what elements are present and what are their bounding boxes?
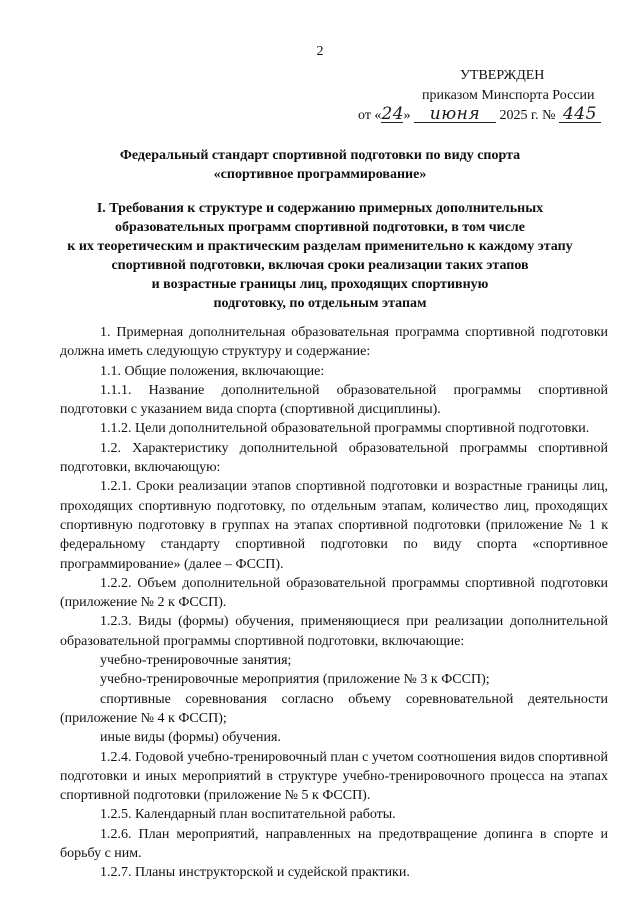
page-number: 2 bbox=[316, 44, 324, 59]
paragraph: учебно-тренировочные мероприятия (приложение № 3 к ФССП); bbox=[100, 672, 490, 688]
document-body bbox=[60, 323, 608, 883]
paragraph: спортивные соревнования согласно объему соревновательной деятельности (приложение № 4 к ФССП); bbox=[60, 691, 608, 726]
approval-order: приказом Минспорта России bbox=[422, 88, 595, 103]
paragraph: 1.1. Общие положения, включающие: bbox=[100, 363, 325, 379]
date-mid: » bbox=[403, 108, 411, 123]
paragraph: 1.1.1. Название дополнительной образовательной программы спортивной подготовки с указанием вида спорта (спортивной дисциплины). bbox=[60, 382, 608, 418]
date-prefix: от « bbox=[358, 108, 382, 123]
paragraph: 1.2.6. План мероприятий, направленных на предотвращение допинга в спорте и борьбу с ним. bbox=[60, 826, 608, 862]
paragraph: 1.1.2. Цели дополнительной образовательной программы спортивной подготовки. bbox=[100, 421, 590, 437]
approval-block bbox=[358, 66, 610, 126]
handwritten-month: июня bbox=[414, 106, 496, 123]
title-line: «спортивное программирование» bbox=[213, 167, 427, 182]
paragraph: 1. Примерная дополнительная образовательная программа спортивной подготовки должна иметь следующую структуру и содержание: bbox=[60, 325, 608, 360]
paragraph: 1.2. Характеристику дополнительной образовательной программы спортивной подготовки, включающую: bbox=[60, 440, 608, 476]
section-heading bbox=[0, 199, 640, 313]
handwritten-day: 24 bbox=[381, 104, 405, 124]
paragraph: 1.2.5. Календарный план воспитательной работы. bbox=[100, 807, 396, 823]
paragraph: иные виды (формы) обучения. bbox=[100, 730, 281, 746]
section-heading-line: спортивной подготовки, включая сроки реализации таких этапов bbox=[111, 258, 529, 273]
date-year: 2025 г. № bbox=[499, 108, 556, 123]
paragraph: 1.2.1. Сроки реализации этапов спортивной подготовки и возрастные границы лиц, проходящих спортивную подготовку, по отдельным этапам, количество лиц, проходящих спортивную подготовку в группах на этапах спортивной подготовки (приложение № 1 к федеральному стандарту спортивной подготовки по виду спорта «спортивное программирование» (далее – ФССП). bbox=[60, 479, 608, 572]
document-title bbox=[0, 146, 640, 184]
paragraph: 1.2.4. Годовой учебно-тренировочный план с учетом соотношения видов спортивной подготовки и иных мероприятий в структуре учебно-тренировочного процесса на этапах спортивной подготовки (приложение № 5 к ФССП). bbox=[60, 749, 608, 804]
section-heading-line: образовательных программ спортивной подготовки, в том числе bbox=[115, 220, 525, 235]
paragraph: 1.2.3. Виды (формы) обучения, применяющиеся при реализации дополнительной образовательной программы спортивной подготовки, включающие: bbox=[60, 614, 608, 649]
paragraph: 1.2.7. Планы инструкторской и судейской практики. bbox=[100, 865, 410, 881]
paragraph: 1.2.2. Объем дополнительной образовательной программы спортивной подготовки (приложение № 2 к ФССП). bbox=[60, 575, 608, 611]
approval-title: УТВЕРЖДЕН bbox=[460, 68, 545, 83]
handwritten-order-number: 445 bbox=[559, 106, 601, 123]
paragraph: учебно-тренировочные занятия; bbox=[100, 653, 292, 669]
approval-date-line bbox=[358, 104, 597, 126]
section-heading-line: I. Требования к структуре и содержанию примерных дополнительных bbox=[96, 201, 544, 216]
section-heading-line: подготовку, по отдельным этапам bbox=[213, 296, 427, 311]
section-heading-line: и возрастные границы лиц, проходящих спортивную bbox=[151, 277, 489, 292]
title-line: Федеральный стандарт спортивной подготовки по виду спорта bbox=[119, 148, 521, 163]
section-heading-line: к их теоретическим и практическим разделам применительно к каждому этапу bbox=[67, 239, 573, 254]
